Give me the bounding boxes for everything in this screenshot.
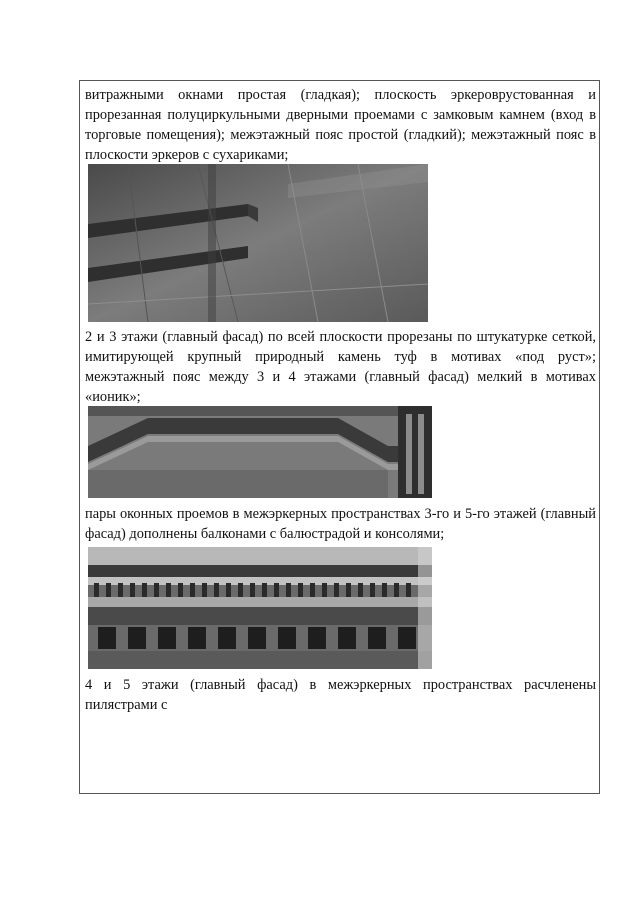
document-frame — [79, 80, 600, 794]
balcony-balustrade-photo — [88, 547, 432, 669]
paragraph-ground-floor: витражными окнами простая (гладкая); плоскость эркероврустованная и прорезанная полуциркульными дверными проемами с замковым камнем (вход в торговые помещения); межэтажный пояс простой (гладкий); межэтажный пояс в плоскости эркеров с сухариками; — [85, 87, 596, 163]
paragraph-floors-4-5: 4 и 5 этажи (главный фасад) в межэркерных пространствах расчленены пилястрами с — [85, 677, 596, 713]
paragraph-balconies: пары оконных проемов в межэркерных пространствах 3-го и 5-го этажей (главный фасад) дополнены балконами с балюстрадой и консолями; — [85, 506, 596, 542]
ionic-belt-cornice-photo — [88, 406, 432, 498]
rusticated-wall-photo — [88, 164, 428, 322]
paragraph-floors-2-3: 2 и 3 этажи (главный фасад) по всей плоскости прорезаны по штукатурке сеткой, имитирующей крупный природный камень туф в мотивах «под руст»; межэтажный пояс между 3 и 4 этажами (главный фасад) мелкий в мотивах «ионик»; — [85, 329, 596, 405]
